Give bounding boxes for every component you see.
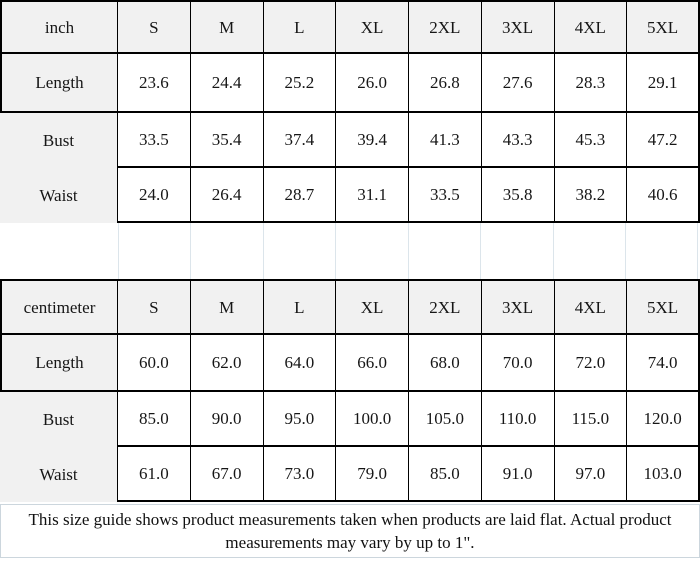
column-separator xyxy=(553,223,554,279)
measurement-cell: 95.0 xyxy=(264,392,337,447)
size-header-cell: S xyxy=(118,281,191,335)
size-header-cell: 2XL xyxy=(409,2,482,54)
measurement-cell: 67.0 xyxy=(191,447,264,502)
measurement-cell: 45.3 xyxy=(555,113,628,168)
measurement-cell: 26.4 xyxy=(191,168,264,223)
row-label-bust: Bust xyxy=(0,113,118,168)
size-table-centimeter xyxy=(0,279,700,502)
column-separator xyxy=(697,223,698,279)
measurement-cell: 73.0 xyxy=(264,447,337,502)
measurement-cell: 97.0 xyxy=(555,447,628,502)
measurement-cell: 37.4 xyxy=(264,113,337,168)
unit-cell: centimeter xyxy=(0,281,118,335)
size-header-cell: M xyxy=(191,281,264,335)
row-label-length: Length xyxy=(0,54,118,113)
footer-note: This size guide shows product measurements taken when products are laid flat. Actual product measurements may vary by up to 1". xyxy=(28,510,672,552)
measurement-cell: 66.0 xyxy=(336,335,409,392)
measurement-cell: 70.0 xyxy=(482,335,555,392)
measurement-cell: 79.0 xyxy=(336,447,409,502)
measurement-cell: 85.0 xyxy=(118,392,191,447)
measurement-cell: 41.3 xyxy=(409,113,482,168)
size-header-cell: 5XL xyxy=(627,2,700,54)
row-label-length: Length xyxy=(0,335,118,392)
size-header-cell: S xyxy=(118,2,191,54)
measurement-cell: 64.0 xyxy=(264,335,337,392)
measurement-cell: 29.1 xyxy=(627,54,700,113)
size-header-cell: XL xyxy=(336,2,409,54)
size-header-cell: L xyxy=(264,2,337,54)
measurement-cell: 61.0 xyxy=(118,447,191,502)
row-label-waist: Waist xyxy=(0,168,118,223)
measurement-cell: 33.5 xyxy=(409,168,482,223)
measurement-cell: 120.0 xyxy=(627,392,700,447)
measurement-cell: 62.0 xyxy=(191,335,264,392)
size-header-cell: 5XL xyxy=(627,281,700,335)
measurement-cell: 27.6 xyxy=(482,54,555,113)
unit-cell: inch xyxy=(0,2,118,54)
column-separator xyxy=(190,223,191,279)
measurement-cell: 25.2 xyxy=(264,54,337,113)
measurement-cell: 35.8 xyxy=(482,168,555,223)
measurement-cell: 105.0 xyxy=(409,392,482,447)
measurement-cell: 43.3 xyxy=(482,113,555,168)
size-header-cell: 4XL xyxy=(555,281,628,335)
measurement-cell: 33.5 xyxy=(118,113,191,168)
measurement-cell: 24.4 xyxy=(191,54,264,113)
column-separator xyxy=(625,223,626,279)
size-header-cell: 3XL xyxy=(482,2,555,54)
measurement-cell: 85.0 xyxy=(409,447,482,502)
size-header-cell: L xyxy=(264,281,337,335)
measurement-cell: 28.7 xyxy=(264,168,337,223)
measurement-cell: 100.0 xyxy=(336,392,409,447)
size-header-cell: XL xyxy=(336,281,409,335)
measurement-cell: 47.2 xyxy=(627,113,700,168)
size-header-cell: 2XL xyxy=(409,281,482,335)
table-gap xyxy=(0,223,700,279)
measurement-cell: 91.0 xyxy=(482,447,555,502)
measurement-cell: 103.0 xyxy=(627,447,700,502)
measurement-cell: 74.0 xyxy=(627,335,700,392)
measurement-cell: 90.0 xyxy=(191,392,264,447)
size-header-cell: 3XL xyxy=(482,281,555,335)
measurement-cell: 68.0 xyxy=(409,335,482,392)
measurement-cell: 115.0 xyxy=(555,392,628,447)
row-label-bust: Bust xyxy=(0,392,118,447)
measurement-cell: 38.2 xyxy=(555,168,628,223)
size-header-cell: M xyxy=(191,2,264,54)
measurement-cell: 26.0 xyxy=(336,54,409,113)
size-header-cell: 4XL xyxy=(555,2,628,54)
row-label-waist: Waist xyxy=(0,447,118,502)
measurement-cell: 60.0 xyxy=(118,335,191,392)
column-separator xyxy=(480,223,481,279)
column-separator xyxy=(335,223,336,279)
measurement-cell: 24.0 xyxy=(118,168,191,223)
measurement-cell: 110.0 xyxy=(482,392,555,447)
footer-note-box xyxy=(0,504,700,558)
measurement-cell: 35.4 xyxy=(191,113,264,168)
measurement-cell: 31.1 xyxy=(336,168,409,223)
column-separator xyxy=(408,223,409,279)
measurement-cell: 40.6 xyxy=(627,168,700,223)
measurement-cell: 39.4 xyxy=(336,113,409,168)
measurement-cell: 72.0 xyxy=(555,335,628,392)
size-table-inch xyxy=(0,0,700,223)
measurement-cell: 23.6 xyxy=(118,54,191,113)
measurement-cell: 26.8 xyxy=(409,54,482,113)
column-separator xyxy=(118,223,119,279)
column-separator xyxy=(263,223,264,279)
measurement-cell: 28.3 xyxy=(555,54,628,113)
